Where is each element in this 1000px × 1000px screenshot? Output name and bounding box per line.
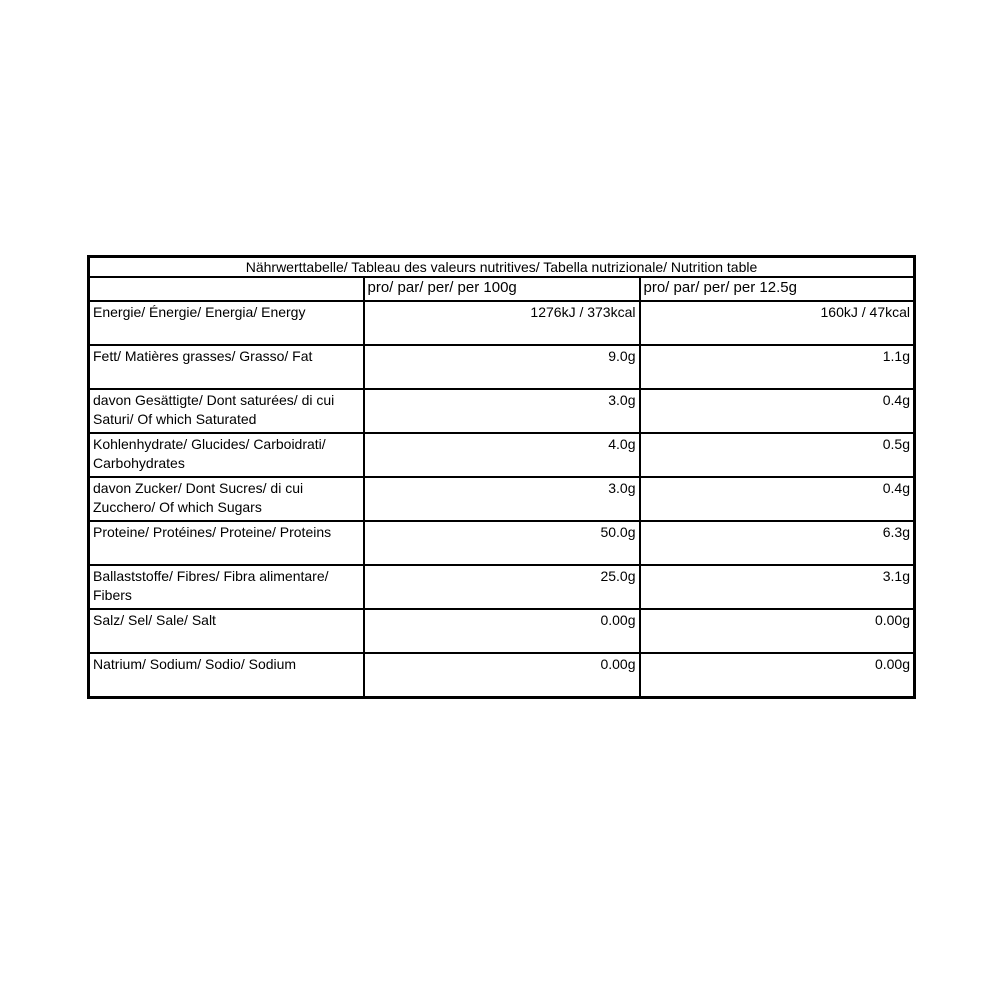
row-label: Proteine/ Protéines/ Proteine/ Proteins [89, 521, 364, 565]
row-value-per-100g: 50.0g [364, 521, 640, 565]
header-per-100g: pro/ par/ per/ per 100g [364, 277, 640, 301]
row-value-per-100g: 9.0g [364, 345, 640, 389]
row-label: Fett/ Matières grasses/ Grasso/ Fat [89, 345, 364, 389]
table-row-fat [89, 345, 915, 389]
table-row-sugars [89, 477, 915, 521]
header-blank-cell [89, 277, 364, 301]
row-value-per-portion: 0.00g [640, 609, 915, 653]
row-label: Natrium/ Sodium/ Sodio/ Sodium [89, 653, 364, 698]
table-row-saturated-fat [89, 389, 915, 433]
row-value-per-portion: 0.5g [640, 433, 915, 477]
table-row-energy [89, 301, 915, 345]
row-value-per-portion: 0.4g [640, 477, 915, 521]
row-value-per-100g: 4.0g [364, 433, 640, 477]
row-value-per-portion: 160kJ / 47kcal [640, 301, 915, 345]
row-label: davon Gesättigte/ Dont saturées/ di cui Saturi/ Of which Saturated [89, 389, 364, 433]
row-value-per-portion: 0.4g [640, 389, 915, 433]
row-value-per-portion: 3.1g [640, 565, 915, 609]
table-row-protein [89, 521, 915, 565]
row-label: Kohlenhydrate/ Glucides/ Carboidrati/ Carbohydrates [89, 433, 364, 477]
table-title: Nährwerttabelle/ Tableau des valeurs nutritives/ Tabella nutrizionale/ Nutrition table [89, 257, 915, 277]
row-label: Ballaststoffe/ Fibres/ Fibra alimentare/ Fibers [89, 565, 364, 609]
row-label: Salz/ Sel/ Sale/ Salt [89, 609, 364, 653]
table-row-fiber [89, 565, 915, 609]
row-value-per-100g: 3.0g [364, 477, 640, 521]
row-value-per-portion: 1.1g [640, 345, 915, 389]
row-value-per-100g: 0.00g [364, 609, 640, 653]
row-value-per-100g: 25.0g [364, 565, 640, 609]
row-value-per-portion: 6.3g [640, 521, 915, 565]
table-title-row [89, 257, 915, 277]
header-per-portion: pro/ par/ per/ per 12.5g [640, 277, 915, 301]
nutrition-table [87, 255, 916, 699]
table-row-salt [89, 609, 915, 653]
row-value-per-100g: 0.00g [364, 653, 640, 698]
table-header-row [89, 277, 915, 301]
row-value-per-100g: 1276kJ / 373kcal [364, 301, 640, 345]
row-value-per-100g: 3.0g [364, 389, 640, 433]
row-label: davon Zucker/ Dont Sucres/ di cui Zucchero/ Of which Sugars [89, 477, 364, 521]
row-value-per-portion: 0.00g [640, 653, 915, 698]
table-row-sodium [89, 653, 915, 698]
row-label: Energie/ Énergie/ Energia/ Energy [89, 301, 364, 345]
table-row-carbohydrates [89, 433, 915, 477]
